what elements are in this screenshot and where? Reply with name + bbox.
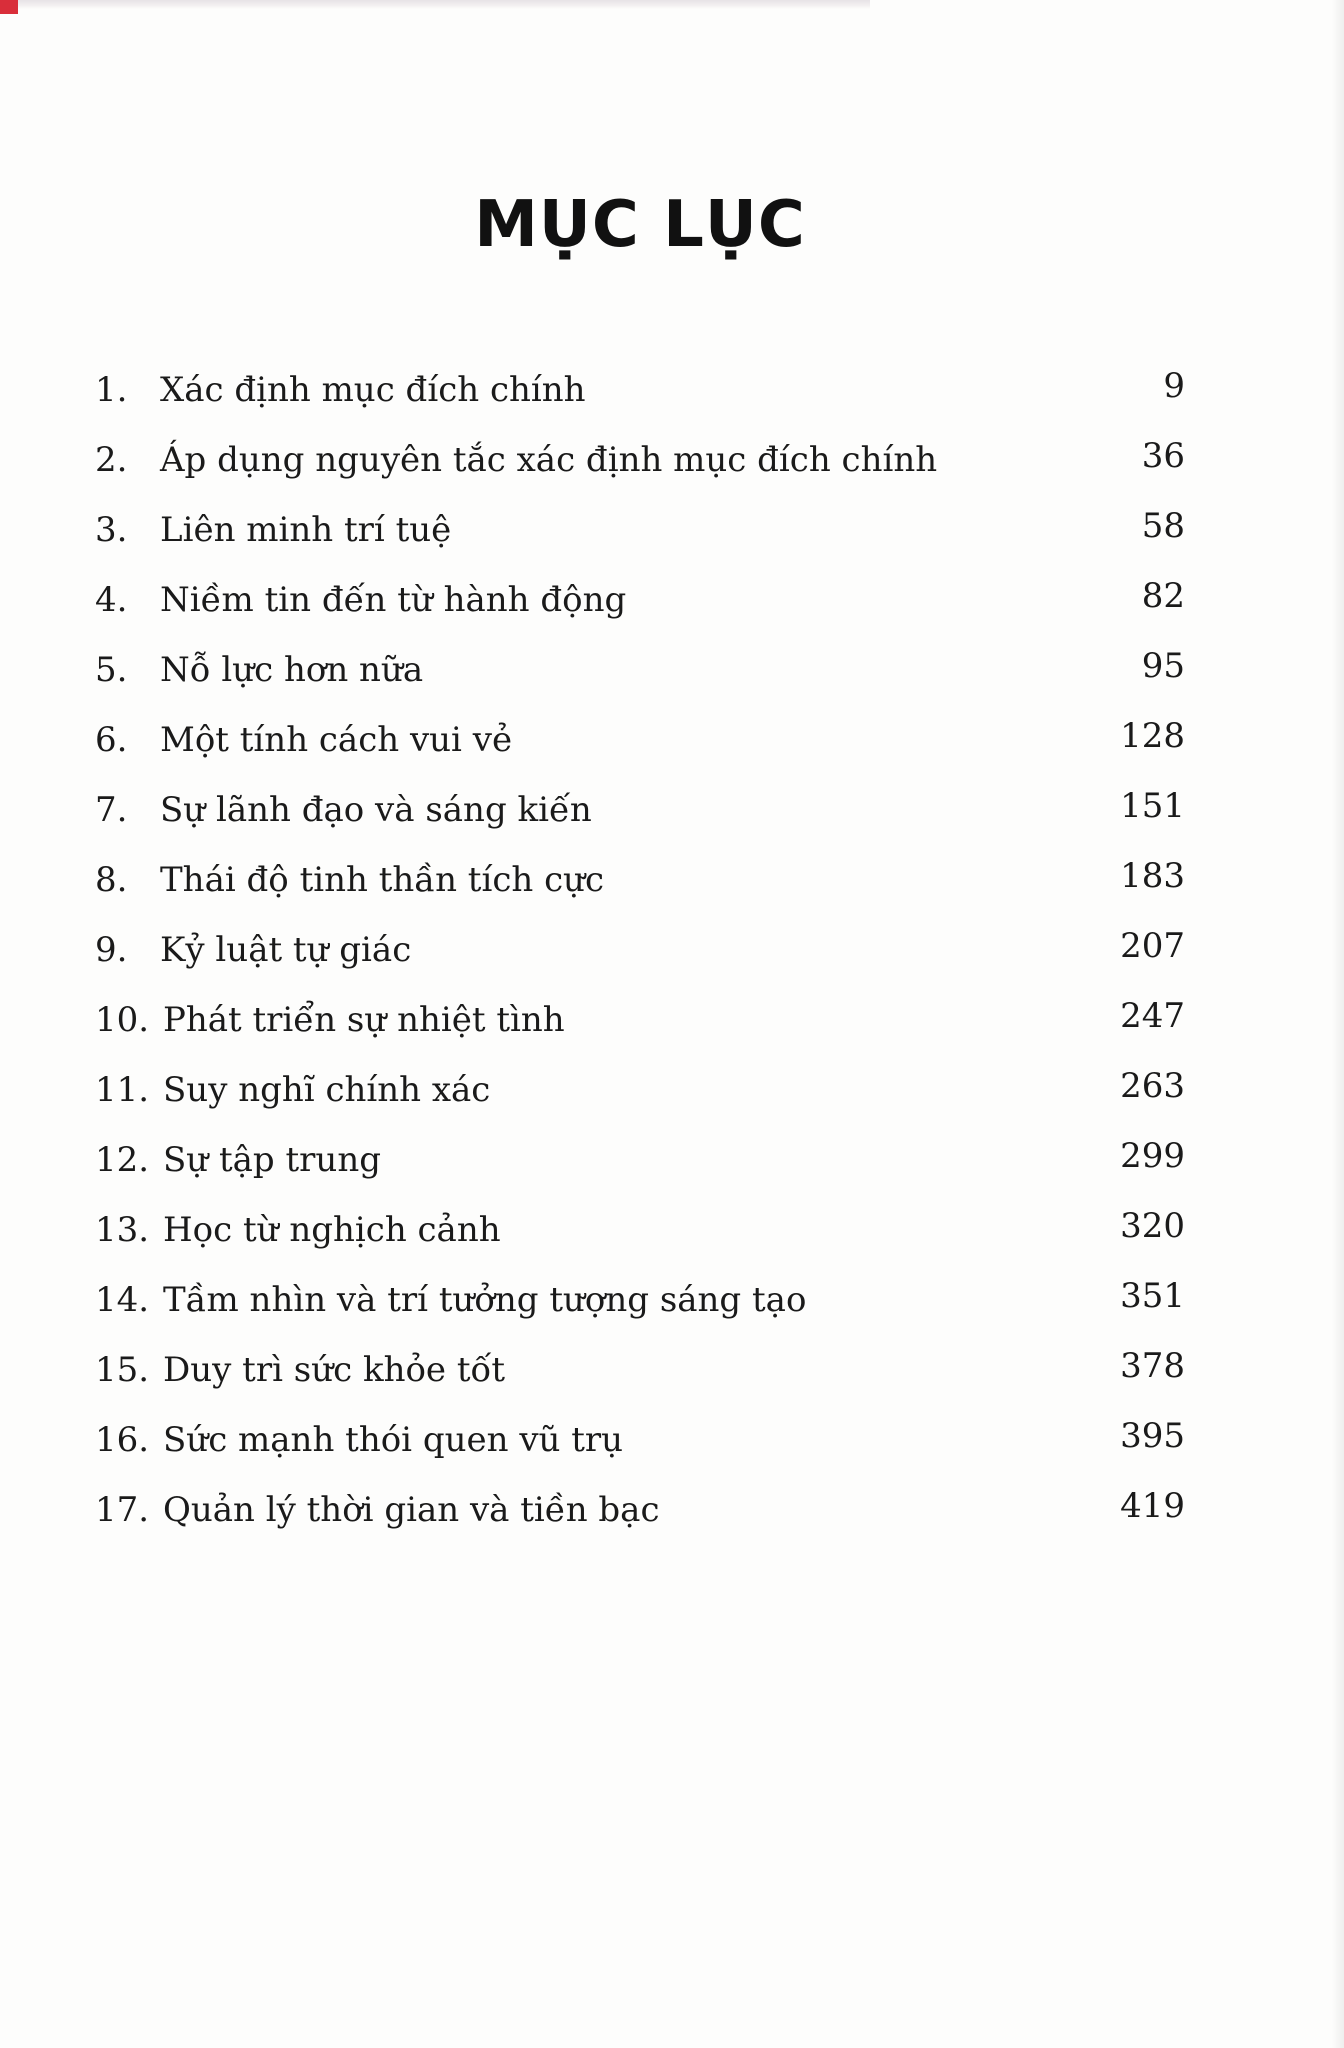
toc-entry-title: Suy nghĩ chính xác [163,1070,491,1110]
toc-entry [95,845,1185,915]
toc-entry-page-number: 299 [1120,1136,1185,1176]
toc-entry [95,1055,1185,1125]
table-of-contents [95,355,1185,1545]
toc-entry-number: 12. [95,1140,150,1180]
toc-entry-title: Quản lý thời gian và tiền bạc [163,1490,660,1530]
toc-entry-page-number: 351 [1120,1276,1185,1316]
toc-entry-page-number: 395 [1120,1416,1185,1456]
toc-entry-title: Tầm nhìn và trí tưởng tượng sáng tạo [163,1280,807,1320]
page-corner-mark [0,0,18,14]
toc-entry-title: Niềm tin đến từ hành động [160,580,627,620]
toc-entry-number: 9. [95,930,128,970]
toc-entry [95,565,1185,635]
toc-entry-page-number: 419 [1120,1486,1185,1526]
toc-entry-number: 6. [95,720,128,760]
toc-entry-page-number: 263 [1120,1066,1185,1106]
toc-entry-number: 8. [95,860,128,900]
toc-entry [95,425,1185,495]
toc-entry-number: 17. [95,1490,150,1530]
toc-entry-title: Áp dụng nguyên tắc xác định mục đích chính [160,440,938,480]
toc-entry-title: Nỗ lực hơn nữa [160,650,424,690]
toc-entry-title: Học từ nghịch cảnh [163,1210,501,1250]
toc-entry-page-number: 58 [1141,506,1185,546]
toc-entry [95,985,1185,1055]
page-top-edge [0,0,870,9]
toc-entry-number: 4. [95,580,128,620]
toc-entry-page-number: 247 [1120,996,1185,1036]
toc-entry [95,495,1185,565]
toc-entry-page-number: 183 [1120,856,1185,896]
toc-entry-title: Sự tập trung [163,1140,381,1180]
toc-entry [95,915,1185,985]
toc-entry [95,355,1185,425]
toc-entry-title: Xác định mục đích chính [160,370,586,410]
toc-entry [95,1335,1185,1405]
toc-entry-number: 10. [95,1000,150,1040]
page-right-edge-shadow [1332,0,1344,2048]
toc-entry-number: 7. [95,790,128,830]
toc-entry-number: 16. [95,1420,150,1460]
toc-entry-title: Sự lãnh đạo và sáng kiến [160,790,592,830]
toc-entry-title: Duy trì sức khỏe tốt [163,1350,505,1390]
toc-entry-number: 3. [95,510,128,550]
toc-entry [95,1125,1185,1195]
toc-entry [95,1265,1185,1335]
toc-entry-number: 11. [95,1070,150,1110]
toc-entry-title: Một tính cách vui vẻ [160,720,513,760]
toc-entry-number: 2. [95,440,128,480]
toc-entry-title: Kỷ luật tự giác [160,930,412,970]
toc-entry-number: 5. [95,650,128,690]
toc-entry-number: 14. [95,1280,150,1320]
toc-entry-page-number: 320 [1120,1206,1185,1246]
toc-entry-title: Sức mạnh thói quen vũ trụ [163,1420,624,1460]
page-title: MỤC LỤC [474,187,806,262]
toc-entry-number: 1. [95,370,128,410]
toc-entry [95,1475,1185,1545]
toc-entry-page-number: 151 [1120,786,1185,826]
toc-entry [95,775,1185,845]
toc-entry-page-number: 9 [1163,366,1185,406]
toc-entry [95,1405,1185,1475]
toc-entry [95,635,1185,705]
toc-entry-number: 13. [95,1210,150,1250]
toc-entry-page-number: 95 [1141,646,1185,686]
toc-entry [95,705,1185,775]
toc-entry-number: 15. [95,1350,150,1390]
toc-entry [95,1195,1185,1265]
toc-entry-page-number: 82 [1141,576,1185,616]
toc-entry-page-number: 378 [1120,1346,1185,1386]
toc-entry-title: Thái độ tinh thần tích cực [160,860,605,900]
toc-entry-page-number: 128 [1120,716,1185,756]
toc-entry-title: Liên minh trí tuệ [160,510,452,550]
toc-entry-page-number: 36 [1141,436,1185,476]
toc-entry-title: Phát triển sự nhiệt tình [163,1000,565,1040]
toc-entry-page-number: 207 [1120,926,1185,966]
